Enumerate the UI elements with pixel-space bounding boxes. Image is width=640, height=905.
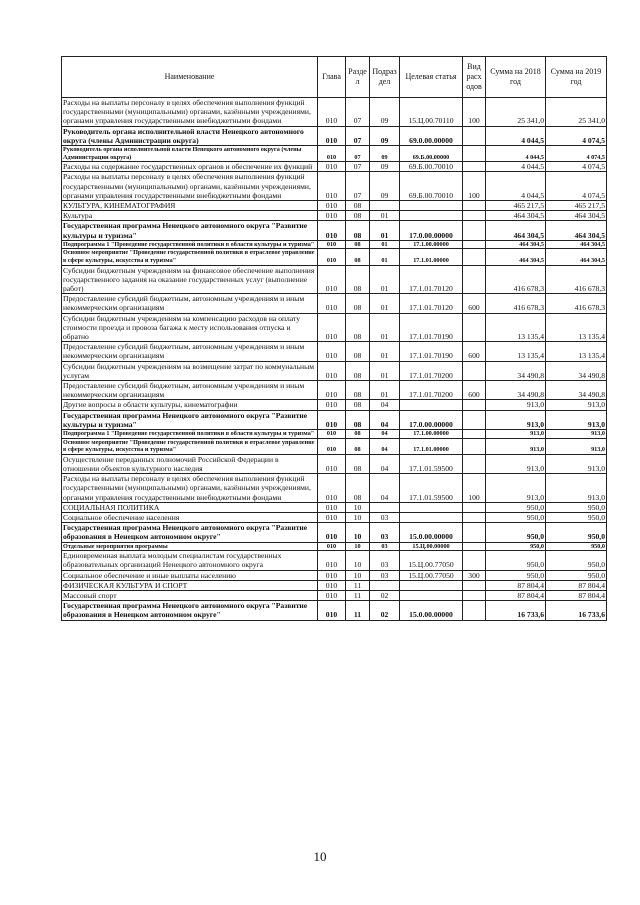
- row-section: 10: [346, 551, 370, 570]
- table-row: [62, 172, 607, 201]
- row-subsection: 01: [370, 342, 400, 361]
- row-name: Культура: [62, 211, 318, 221]
- row-name: Расходы на выплаты персоналу в целях обеспечения выполнения функций государственными (муниципальными) органами, казёнными учреждениями, органами управления государственными внебюджетными фондами: [62, 474, 318, 503]
- row-expense-type: 100: [463, 98, 486, 127]
- table-row: [62, 502, 607, 512]
- row-expense-type: [463, 591, 486, 601]
- row-target-article: 17.1.01.00000: [400, 438, 463, 454]
- row-target-article: [400, 580, 463, 590]
- row-chapter: 010: [318, 454, 346, 473]
- row-expense-type: [463, 162, 486, 172]
- row-target-article: 15.Ц.00.77050: [400, 551, 463, 570]
- row-sum-2018: 16 733,6: [486, 601, 546, 620]
- row-sum-2019: 464 304,5: [546, 240, 607, 249]
- row-chapter: 010: [318, 98, 346, 127]
- row-sum-2019: 465 217,5: [546, 201, 607, 211]
- row-sum-2019: 25 341,0: [546, 98, 607, 127]
- table-row: [62, 221, 607, 240]
- row-chapter: 010: [318, 240, 346, 249]
- row-name: ФИЗИЧЕСКАЯ КУЛЬТУРА И СПОРТ: [62, 580, 318, 590]
- row-name: СОЦИАЛЬНАЯ ПОЛИТИКА: [62, 502, 318, 512]
- row-target-article: 17.1.00.00000: [400, 240, 463, 249]
- row-chapter: 010: [318, 591, 346, 601]
- row-subsection: 01: [370, 211, 400, 221]
- row-chapter: 010: [318, 438, 346, 454]
- row-chapter: 010: [318, 211, 346, 221]
- row-subsection: 01: [370, 240, 400, 249]
- row-expense-type: [463, 361, 486, 380]
- row-sum-2019: 950,0: [546, 502, 607, 512]
- row-target-article: 15.Ц.00.77050: [400, 570, 463, 580]
- header-section: Разде л: [346, 57, 370, 98]
- row-sum-2018: 950,0: [486, 551, 546, 570]
- row-target-article: [400, 211, 463, 221]
- row-name: Социальное обеспечение и иные выплаты населению: [62, 570, 318, 580]
- row-subsection: 09: [370, 172, 400, 201]
- row-expense-type: [463, 502, 486, 512]
- row-sum-2019: 416 678,3: [546, 294, 607, 313]
- row-expense-type: [463, 146, 486, 162]
- row-expense-type: 600: [463, 381, 486, 400]
- budget-table: [61, 56, 607, 621]
- row-expense-type: [463, 513, 486, 523]
- header-sum-2018: Сумма на 2018 год: [486, 57, 546, 98]
- table-row: [62, 542, 607, 551]
- row-subsection: 04: [370, 430, 400, 439]
- header-sum-2019: Сумма на 2019 год: [546, 57, 607, 98]
- row-name: Предоставление субсидий бюджетным, автономным учреждениям и иным некоммерческим организациям: [62, 381, 318, 400]
- row-subsection: 03: [370, 542, 400, 551]
- row-expense-type: [463, 430, 486, 439]
- row-sum-2018: 464 304,5: [486, 240, 546, 249]
- row-name: Субсидии бюджетным учреждениям на возмещение затрат по коммунальным услугам: [62, 361, 318, 380]
- row-expense-type: [463, 454, 486, 473]
- row-sum-2019: 87 804,4: [546, 580, 607, 590]
- row-target-article: 15.Ц.00.00000: [400, 542, 463, 551]
- row-sum-2019: 16 733,6: [546, 601, 607, 620]
- row-name: Единовременная выплата молодым специалистам государственных образовательных организаций Ненецкого автономного округа: [62, 551, 318, 570]
- row-target-article: [400, 513, 463, 523]
- row-name: Расходы на содержание государственных органов и обеспечение их функций: [62, 162, 318, 172]
- row-sum-2019: 913,0: [546, 438, 607, 454]
- row-section: 08: [346, 430, 370, 439]
- row-section: 07: [346, 162, 370, 172]
- row-section: 08: [346, 438, 370, 454]
- row-sum-2019: 913,0: [546, 400, 607, 410]
- row-subsection: 01: [370, 313, 400, 342]
- row-chapter: 010: [318, 265, 346, 294]
- row-chapter: 010: [318, 313, 346, 342]
- row-chapter: 010: [318, 249, 346, 265]
- row-sum-2019: 950,0: [546, 551, 607, 570]
- row-sum-2018: 464 304,5: [486, 211, 546, 221]
- row-section: 10: [346, 523, 370, 542]
- row-section: 08: [346, 454, 370, 473]
- row-sum-2018: 950,0: [486, 513, 546, 523]
- row-section: 07: [346, 146, 370, 162]
- table-row: [62, 146, 607, 162]
- table-row: [62, 126, 607, 145]
- row-section: 08: [346, 313, 370, 342]
- row-sum-2018: 34 490,8: [486, 361, 546, 380]
- row-sum-2019: 87 804,4: [546, 591, 607, 601]
- table-row: [62, 381, 607, 400]
- row-sum-2018: 87 804,4: [486, 591, 546, 601]
- row-sum-2018: 13 135,4: [486, 313, 546, 342]
- row-chapter: 010: [318, 551, 346, 570]
- row-target-article: 69.Б.00.70010: [400, 162, 463, 172]
- row-name: Предоставление субсидий бюджетным, автономным учреждениям и иным некоммерческим организациям: [62, 294, 318, 313]
- row-subsection: 01: [370, 265, 400, 294]
- row-chapter: 010: [318, 523, 346, 542]
- row-target-article: [400, 400, 463, 410]
- row-subsection: 09: [370, 98, 400, 127]
- row-sum-2018: 416 678,3: [486, 294, 546, 313]
- table-row: [62, 430, 607, 439]
- row-target-article: 17.1.01.70190: [400, 342, 463, 361]
- row-sum-2018: 913,0: [486, 438, 546, 454]
- row-name: Государственная программа Ненецкого автономного округа "Развитие образования в Ненецком автономном округе": [62, 601, 318, 620]
- row-chapter: 010: [318, 381, 346, 400]
- row-section: 08: [346, 361, 370, 380]
- budget-table-page: [61, 56, 606, 621]
- row-target-article: 17.1.01.70120: [400, 294, 463, 313]
- row-target-article: [400, 201, 463, 211]
- header-subsection: Подраз дел: [370, 57, 400, 98]
- row-sum-2019: 4 074,5: [546, 146, 607, 162]
- row-sum-2018: 913,0: [486, 474, 546, 503]
- row-sum-2019: 464 304,5: [546, 211, 607, 221]
- row-chapter: 010: [318, 294, 346, 313]
- row-name: Субсидии бюджетным учреждениям на компенсацию расходов на оплату стоимости проезда и провоза багажа к месту использования отпуска и обратно: [62, 313, 318, 342]
- table-row: [62, 454, 607, 473]
- row-sum-2019: 34 490,8: [546, 381, 607, 400]
- row-expense-type: 600: [463, 342, 486, 361]
- row-expense-type: [463, 542, 486, 551]
- row-name: Руководитель органа исполнительной власти Ненецкого автономного округа (члены Администрации округа): [62, 146, 318, 162]
- row-sum-2018: 913,0: [486, 454, 546, 473]
- row-expense-type: [463, 313, 486, 342]
- row-target-article: 17.1.01.59500: [400, 474, 463, 503]
- row-sum-2018: 34 490,8: [486, 381, 546, 400]
- row-sum-2019: 4 074,5: [546, 162, 607, 172]
- row-sum-2018: 913,0: [486, 400, 546, 410]
- row-subsection: 01: [370, 294, 400, 313]
- row-subsection: 03: [370, 551, 400, 570]
- row-subsection: 01: [370, 381, 400, 400]
- row-expense-type: [463, 400, 486, 410]
- row-section: 07: [346, 172, 370, 201]
- table-row: [62, 313, 607, 342]
- row-sum-2019: 13 135,4: [546, 313, 607, 342]
- table-row: [62, 580, 607, 590]
- row-expense-type: [463, 410, 486, 429]
- table-row: [62, 570, 607, 580]
- row-subsection: 09: [370, 126, 400, 145]
- row-chapter: 010: [318, 570, 346, 580]
- table-row: [62, 294, 607, 313]
- row-target-article: 17.1.01.70200: [400, 361, 463, 380]
- table-row: [62, 513, 607, 523]
- row-sum-2019: 34 490,8: [546, 361, 607, 380]
- row-sum-2018: 950,0: [486, 570, 546, 580]
- row-expense-type: [463, 580, 486, 590]
- row-section: 08: [346, 474, 370, 503]
- row-sum-2019: 464 304,5: [546, 249, 607, 265]
- row-section: 08: [346, 201, 370, 211]
- row-section: 10: [346, 502, 370, 512]
- row-sum-2018: 950,0: [486, 542, 546, 551]
- row-subsection: 02: [370, 601, 400, 620]
- row-subsection: 03: [370, 513, 400, 523]
- header-expense-type: Вид расх одов: [463, 57, 486, 98]
- row-sum-2019: 464 304,5: [546, 221, 607, 240]
- row-section: 10: [346, 542, 370, 551]
- row-target-article: 17.0.00.00000: [400, 410, 463, 429]
- row-sum-2018: 87 804,4: [486, 580, 546, 590]
- row-subsection: 09: [370, 146, 400, 162]
- row-section: 07: [346, 98, 370, 127]
- header-chapter: Глава: [318, 57, 346, 98]
- row-chapter: 010: [318, 474, 346, 503]
- row-sum-2018: 464 304,5: [486, 249, 546, 265]
- row-sum-2019: 4 074,5: [546, 172, 607, 201]
- row-name: Подпрограмма 1 "Проведение государственной политики в области культуры и туризма": [62, 430, 318, 439]
- row-sum-2019: 416 678,3: [546, 265, 607, 294]
- row-sum-2019: 950,0: [546, 513, 607, 523]
- row-chapter: 010: [318, 172, 346, 201]
- row-expense-type: 100: [463, 474, 486, 503]
- table-row: [62, 98, 607, 127]
- row-section: 08: [346, 342, 370, 361]
- row-subsection: 04: [370, 410, 400, 429]
- row-target-article: 17.1.01.70120: [400, 265, 463, 294]
- row-chapter: 010: [318, 342, 346, 361]
- row-sum-2019: 950,0: [546, 542, 607, 551]
- row-subsection: 04: [370, 474, 400, 503]
- row-sum-2018: 950,0: [486, 502, 546, 512]
- row-name: Осуществление переданных полномочий Российской Федерации в отношении объектов культурного наследия: [62, 454, 318, 473]
- row-name: Другие вопросы в области культуры, кинематографии: [62, 400, 318, 410]
- row-sum-2019: 913,0: [546, 454, 607, 473]
- header-name: Наименование: [62, 57, 318, 98]
- row-expense-type: 600: [463, 294, 486, 313]
- page-number: 10: [313, 849, 327, 864]
- row-target-article: 17.0.00.00000: [400, 221, 463, 240]
- row-name: Массовый спорт: [62, 591, 318, 601]
- row-sum-2019: 913,0: [546, 410, 607, 429]
- table-row: [62, 201, 607, 211]
- row-chapter: 010: [318, 410, 346, 429]
- row-target-article: 17.1.01.70190: [400, 313, 463, 342]
- row-subsection: 09: [370, 162, 400, 172]
- row-chapter: 010: [318, 580, 346, 590]
- row-subsection: 01: [370, 249, 400, 265]
- row-subsection: 03: [370, 523, 400, 542]
- table-row: [62, 400, 607, 410]
- row-section: 10: [346, 570, 370, 580]
- row-expense-type: [463, 201, 486, 211]
- row-section: 11: [346, 601, 370, 620]
- row-section: 11: [346, 580, 370, 590]
- row-chapter: 010: [318, 542, 346, 551]
- row-sum-2019: 13 135,4: [546, 342, 607, 361]
- row-subsection: 03: [370, 570, 400, 580]
- row-subsection: 01: [370, 361, 400, 380]
- row-sum-2018: 4 044,5: [486, 126, 546, 145]
- row-subsection: [370, 201, 400, 211]
- row-expense-type: 300: [463, 570, 486, 580]
- table-row: [62, 265, 607, 294]
- row-sum-2019: 950,0: [546, 523, 607, 542]
- row-name: Государственная программа Ненецкого автономного округа "Развитие культуры и туризма": [62, 410, 318, 429]
- row-sum-2018: 4 044,5: [486, 172, 546, 201]
- row-name: Основное мероприятие "Проведение государственной политики и отраслевое управление в сфере культуры, искусства и туризма": [62, 438, 318, 454]
- row-sum-2018: 416 678,3: [486, 265, 546, 294]
- row-subsection: 01: [370, 221, 400, 240]
- row-sum-2019: 4 074,5: [546, 126, 607, 145]
- row-subsection: 04: [370, 438, 400, 454]
- row-target-article: 17.1.01.59500: [400, 454, 463, 473]
- row-expense-type: [463, 240, 486, 249]
- row-sum-2018: 465 217,5: [486, 201, 546, 211]
- row-chapter: 010: [318, 126, 346, 145]
- row-target-article: [400, 591, 463, 601]
- table-row: [62, 361, 607, 380]
- row-chapter: 010: [318, 146, 346, 162]
- row-sum-2018: 4 044,5: [486, 162, 546, 172]
- row-expense-type: [463, 551, 486, 570]
- row-chapter: 010: [318, 400, 346, 410]
- row-target-article: 69.Б.00.70010: [400, 172, 463, 201]
- row-sum-2019: 913,0: [546, 430, 607, 439]
- row-subsection: [370, 502, 400, 512]
- header-target-article: Целевая статья: [400, 57, 463, 98]
- table-row: [62, 211, 607, 221]
- row-name: Подпрограмма 1 "Проведение государственной политики в области культуры и туризма": [62, 240, 318, 249]
- row-section: 08: [346, 240, 370, 249]
- row-name: Государственная программа Ненецкого автономного округа "Развитие образования в Ненецком автономном округе": [62, 523, 318, 542]
- row-chapter: 010: [318, 201, 346, 211]
- row-name: Социальное обеспечение населения: [62, 513, 318, 523]
- row-expense-type: [463, 265, 486, 294]
- row-sum-2019: 913,0: [546, 474, 607, 503]
- row-expense-type: [463, 221, 486, 240]
- table-row: [62, 523, 607, 542]
- row-target-article: 69.0.00.00000: [400, 126, 463, 145]
- row-name: Расходы на выплаты персоналу в целях обеспечения выполнения функций государственными (муниципальными) органами, казёнными учреждениями, органами управления государственными внебюджетными фондами: [62, 98, 318, 127]
- table-row: [62, 438, 607, 454]
- row-name: Субсидии бюджетным учреждениям на финансовое обеспечение выполнения государственного задания на оказание государственных услуг (выполнение работ): [62, 265, 318, 294]
- row-sum-2018: 913,0: [486, 430, 546, 439]
- row-sum-2018: 464 304,5: [486, 221, 546, 240]
- table-row: [62, 410, 607, 429]
- row-target-article: 69.Б.00.00000: [400, 146, 463, 162]
- row-sum-2019: 950,0: [546, 570, 607, 580]
- row-expense-type: [463, 249, 486, 265]
- row-section: 08: [346, 265, 370, 294]
- row-subsection: 04: [370, 400, 400, 410]
- row-target-article: 15.Ц.00.70110: [400, 98, 463, 127]
- row-name: Отдельные мероприятия программы: [62, 542, 318, 551]
- row-name: Предоставление субсидий бюджетным, автономным учреждениям и иным некоммерческим организациям: [62, 342, 318, 361]
- row-subsection: 04: [370, 454, 400, 473]
- row-sum-2018: 4 044,5: [486, 146, 546, 162]
- row-name: Руководитель органа исполнительной власти Ненецкого автономного округа (члены Администрации округа): [62, 126, 318, 145]
- row-subsection: 02: [370, 591, 400, 601]
- row-section: 10: [346, 513, 370, 523]
- row-chapter: 010: [318, 361, 346, 380]
- row-sum-2018: 913,0: [486, 410, 546, 429]
- row-sum-2018: 950,0: [486, 523, 546, 542]
- row-expense-type: [463, 438, 486, 454]
- row-expense-type: [463, 126, 486, 145]
- table-row: [62, 601, 607, 620]
- table-row: [62, 162, 607, 172]
- row-chapter: 010: [318, 162, 346, 172]
- table-row: [62, 591, 607, 601]
- row-subsection: [370, 580, 400, 590]
- table-row: [62, 240, 607, 249]
- row-section: 08: [346, 410, 370, 429]
- row-section: 08: [346, 221, 370, 240]
- row-section: 08: [346, 211, 370, 221]
- row-chapter: 010: [318, 513, 346, 523]
- row-target-article: [400, 502, 463, 512]
- table-row: [62, 249, 607, 265]
- row-chapter: 010: [318, 221, 346, 240]
- row-section: 08: [346, 381, 370, 400]
- row-name: Государственная программа Ненецкого автономного округа "Развитие культуры и туризма": [62, 221, 318, 240]
- row-expense-type: [463, 523, 486, 542]
- row-name: Расходы на выплаты персоналу в целях обеспечения выполнения функций государственными (муниципальными) органами, казёнными учреждениями, органами управления государственными внебюджетными фондами: [62, 172, 318, 201]
- row-expense-type: [463, 601, 486, 620]
- table-row: [62, 551, 607, 570]
- row-target-article: 17.1.01.70200: [400, 381, 463, 400]
- row-name: КУЛЬТУРА, КИНЕМАТОГРАФИЯ: [62, 201, 318, 211]
- row-name: Основное мероприятие "Проведение государственной политики и отраслевое управление в сфере культуры, искусства и туризма": [62, 249, 318, 265]
- row-section: 08: [346, 249, 370, 265]
- row-target-article: 15.0.00.00000: [400, 601, 463, 620]
- row-target-article: 17.1.01.00000: [400, 249, 463, 265]
- table-row: [62, 342, 607, 361]
- row-section: 07: [346, 126, 370, 145]
- row-section: 08: [346, 294, 370, 313]
- row-target-article: 17.1.00.00000: [400, 430, 463, 439]
- row-section: 08: [346, 400, 370, 410]
- row-sum-2018: 25 341,0: [486, 98, 546, 127]
- row-expense-type: 100: [463, 172, 486, 201]
- table-row: [62, 474, 607, 503]
- row-target-article: 15.0.00.00000: [400, 523, 463, 542]
- header-row: [62, 57, 607, 98]
- row-chapter: 010: [318, 601, 346, 620]
- row-chapter: 010: [318, 430, 346, 439]
- row-section: 11: [346, 591, 370, 601]
- row-chapter: 010: [318, 502, 346, 512]
- row-sum-2018: 13 135,4: [486, 342, 546, 361]
- row-expense-type: [463, 211, 486, 221]
